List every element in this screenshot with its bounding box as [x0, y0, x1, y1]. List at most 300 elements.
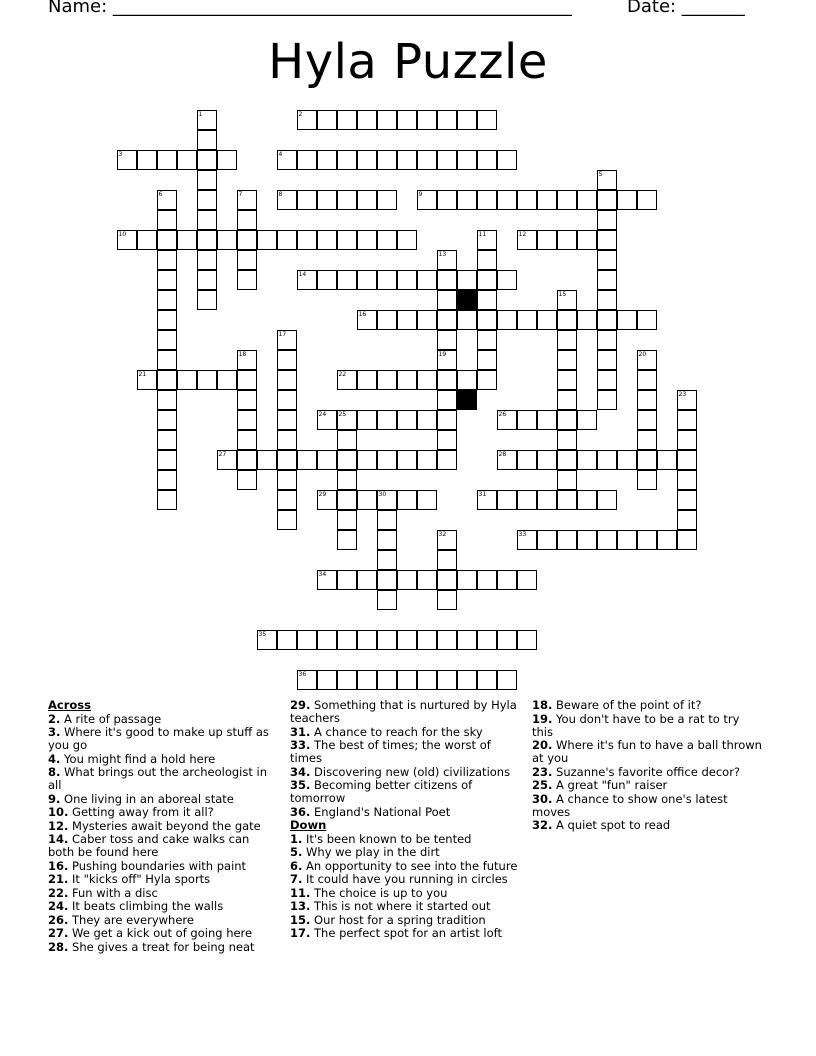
grid-cell[interactable] — [477, 310, 497, 330]
grid-cell[interactable] — [357, 190, 377, 210]
grid-cell[interactable] — [517, 310, 537, 330]
grid-cell[interactable] — [517, 570, 537, 590]
grid-cell[interactable] — [457, 190, 477, 210]
grid-cell[interactable] — [637, 450, 657, 470]
grid-cell[interactable] — [517, 530, 537, 550]
grid-cell[interactable] — [197, 130, 217, 150]
grid-cell[interactable] — [457, 110, 477, 130]
grid-cell[interactable] — [637, 310, 657, 330]
grid-cell[interactable] — [597, 530, 617, 550]
grid-cell[interactable] — [277, 350, 297, 370]
grid-cell[interactable] — [237, 450, 257, 470]
grid-cell[interactable] — [217, 370, 237, 390]
grid-cell[interactable] — [337, 510, 357, 530]
grid-cell[interactable] — [577, 530, 597, 550]
grid-cell[interactable] — [677, 430, 697, 450]
grid-cell[interactable] — [437, 190, 457, 210]
grid-cell[interactable] — [337, 490, 357, 510]
grid-cell[interactable] — [517, 450, 537, 470]
grid-cell[interactable] — [337, 270, 357, 290]
grid-cell[interactable] — [557, 330, 577, 350]
grid-cell[interactable] — [277, 510, 297, 530]
grid-cell[interactable] — [297, 110, 317, 130]
grid-cell[interactable] — [397, 450, 417, 470]
grid-cell[interactable] — [237, 370, 257, 390]
grid-cell[interactable] — [437, 290, 457, 310]
grid-cell[interactable] — [397, 410, 417, 430]
grid-cell[interactable] — [157, 210, 177, 230]
grid-cell[interactable] — [677, 410, 697, 430]
grid-cell[interactable] — [397, 150, 417, 170]
grid-cell[interactable] — [577, 410, 597, 430]
grid-cell[interactable] — [277, 390, 297, 410]
grid-cell[interactable] — [217, 230, 237, 250]
grid-cell[interactable] — [157, 370, 177, 390]
grid-cell[interactable] — [137, 230, 157, 250]
grid-cell[interactable] — [377, 530, 397, 550]
grid-cell[interactable] — [557, 350, 577, 370]
grid-cell[interactable] — [197, 250, 217, 270]
grid-cell[interactable] — [617, 530, 637, 550]
grid-cell[interactable] — [597, 370, 617, 390]
grid-cell[interactable] — [657, 450, 677, 470]
grid-cell[interactable] — [377, 450, 397, 470]
grid-cell[interactable] — [157, 350, 177, 370]
grid-cell[interactable] — [237, 410, 257, 430]
grid-cell[interactable] — [477, 330, 497, 350]
grid-cell[interactable] — [337, 230, 357, 250]
grid-cell[interactable] — [417, 150, 437, 170]
grid-cell[interactable] — [157, 150, 177, 170]
grid-cell[interactable] — [677, 490, 697, 510]
grid-cell[interactable] — [337, 470, 357, 490]
grid-cell[interactable] — [417, 450, 437, 470]
grid-cell[interactable] — [237, 350, 257, 370]
grid-cell[interactable] — [477, 250, 497, 270]
clue-number: 25 — [338, 410, 347, 418]
grid-cell[interactable] — [417, 410, 437, 430]
grid-cell[interactable] — [197, 370, 217, 390]
clue-item — [532, 713, 762, 739]
grid-cell[interactable] — [197, 110, 217, 130]
grid-cell[interactable] — [597, 310, 617, 330]
grid-cell[interactable] — [437, 570, 457, 590]
grid-cell[interactable] — [657, 530, 677, 550]
grid-cell[interactable] — [337, 370, 357, 390]
grid-cell[interactable] — [157, 230, 177, 250]
grid-cell[interactable] — [357, 370, 377, 390]
grid-cell[interactable] — [637, 370, 657, 390]
grid-cell[interactable] — [317, 630, 337, 650]
grid-cell[interactable] — [437, 630, 457, 650]
grid-cell[interactable] — [677, 470, 697, 490]
grid-cell[interactable] — [417, 110, 437, 130]
grid-cell[interactable] — [217, 150, 237, 170]
grid-cell[interactable] — [417, 370, 437, 390]
grid-cell[interactable] — [257, 630, 277, 650]
grid-cell[interactable] — [317, 410, 337, 430]
grid-cell[interactable] — [537, 490, 557, 510]
grid-cell[interactable] — [377, 230, 397, 250]
grid-cell[interactable] — [337, 570, 357, 590]
grid-cell[interactable] — [377, 310, 397, 330]
grid-cell[interactable] — [637, 410, 657, 430]
grid-cell[interactable] — [157, 490, 177, 510]
grid-cell[interactable] — [477, 270, 497, 290]
grid-cell[interactable] — [357, 270, 377, 290]
grid-cell[interactable] — [477, 630, 497, 650]
grid-cell[interactable] — [537, 530, 557, 550]
clue-number: 28 — [498, 450, 507, 458]
grid-cell[interactable] — [157, 390, 177, 410]
grid-cell[interactable] — [497, 310, 517, 330]
grid-cell[interactable] — [317, 270, 337, 290]
grid-cell[interactable] — [557, 450, 577, 470]
grid-cell[interactable] — [597, 250, 617, 270]
grid-cell[interactable] — [377, 110, 397, 130]
grid-cell[interactable] — [157, 450, 177, 470]
grid-cell[interactable] — [357, 150, 377, 170]
grid-cell[interactable] — [617, 310, 637, 330]
grid-cell[interactable] — [477, 230, 497, 250]
grid-cell[interactable] — [157, 430, 177, 450]
grid-cell[interactable] — [277, 190, 297, 210]
grid-cell[interactable] — [317, 150, 337, 170]
grid-cell[interactable] — [517, 410, 537, 430]
grid-cell[interactable] — [157, 250, 177, 270]
grid-cell[interactable] — [157, 470, 177, 490]
grid-cell[interactable] — [337, 150, 357, 170]
grid-cell[interactable] — [457, 370, 477, 390]
grid-cell[interactable] — [157, 190, 177, 210]
grid-cell[interactable] — [377, 190, 397, 210]
grid-cell[interactable] — [477, 110, 497, 130]
grid-cell[interactable] — [557, 190, 577, 210]
grid-cell[interactable] — [297, 150, 317, 170]
grid-cell[interactable] — [297, 630, 317, 650]
grid-cell[interactable] — [197, 170, 217, 190]
grid-cell[interactable] — [437, 270, 457, 290]
grid-cell[interactable] — [157, 310, 177, 330]
grid-cell[interactable] — [497, 570, 517, 590]
grid-cell[interactable] — [437, 150, 457, 170]
grid-cell[interactable] — [597, 350, 617, 370]
grid-cell[interactable] — [497, 410, 517, 430]
grid-cell[interactable] — [317, 190, 337, 210]
grid-cell[interactable] — [337, 530, 357, 550]
grid-cell[interactable] — [597, 290, 617, 310]
clue-text: Why we play in the dirt — [306, 845, 440, 859]
grid-cell[interactable] — [637, 390, 657, 410]
grid-cell[interactable] — [557, 310, 577, 330]
grid-cell[interactable] — [537, 450, 557, 470]
clue-text: An opportunity to see into the future — [306, 858, 518, 873]
grid-cell[interactable] — [157, 290, 177, 310]
grid-cell[interactable] — [597, 210, 617, 230]
grid-cell[interactable] — [637, 190, 657, 210]
grid-cell[interactable] — [277, 330, 297, 350]
grid-cell[interactable] — [437, 430, 457, 450]
grid-cell[interactable] — [577, 190, 597, 210]
grid-cell[interactable] — [177, 150, 197, 170]
grid-cell[interactable] — [337, 430, 357, 450]
clue-text: One living in an aboreal state — [64, 791, 234, 806]
clue-number-label: 6. — [290, 858, 303, 873]
grid-cell[interactable] — [437, 370, 457, 390]
grid-cell[interactable] — [457, 570, 477, 590]
grid-cell[interactable] — [197, 290, 217, 310]
grid-cell[interactable] — [317, 490, 337, 510]
grid-cell[interactable] — [457, 630, 477, 650]
grid-cell[interactable] — [477, 150, 497, 170]
grid-cell[interactable] — [637, 350, 657, 370]
grid-cell[interactable] — [477, 490, 497, 510]
grid-cell[interactable] — [377, 670, 397, 690]
clue-text: Where it's fun to have a ball thrown at you — [532, 738, 762, 765]
grid-cell[interactable] — [417, 190, 437, 210]
grid-cell[interactable] — [337, 670, 357, 690]
grid-cell[interactable] — [457, 670, 477, 690]
grid-cell[interactable] — [437, 110, 457, 130]
grid-cell[interactable] — [217, 450, 237, 470]
grid-cell[interactable] — [237, 250, 257, 270]
grid-cell[interactable] — [597, 190, 617, 210]
grid-cell[interactable] — [197, 210, 217, 230]
grid-cell[interactable] — [497, 490, 517, 510]
grid-cell[interactable] — [417, 570, 437, 590]
grid-cell[interactable] — [437, 450, 457, 470]
grid-cell[interactable] — [117, 150, 137, 170]
grid-cell[interactable] — [277, 490, 297, 510]
grid-cell[interactable] — [277, 430, 297, 450]
grid-cell[interactable] — [377, 510, 397, 530]
grid-cell[interactable] — [557, 530, 577, 550]
grid-cell[interactable] — [237, 390, 257, 410]
grid-cell[interactable] — [577, 490, 597, 510]
grid-cell[interactable] — [417, 490, 437, 510]
grid-cell[interactable] — [197, 230, 217, 250]
grid-cell[interactable] — [537, 190, 557, 210]
grid-cell[interactable] — [157, 270, 177, 290]
grid-cell[interactable] — [597, 170, 617, 190]
grid-cell[interactable] — [537, 230, 557, 250]
grid-cell[interactable] — [337, 190, 357, 210]
grid-cell[interactable] — [317, 670, 337, 690]
grid-cell[interactable] — [117, 230, 137, 250]
grid-cell[interactable] — [397, 270, 417, 290]
grid-cell[interactable] — [357, 570, 377, 590]
grid-cell[interactable] — [197, 150, 217, 170]
grid-cell[interactable] — [477, 190, 497, 210]
grid-cell[interactable] — [277, 370, 297, 390]
grid-cell[interactable] — [437, 590, 457, 610]
grid-cell[interactable] — [237, 210, 257, 230]
grid-cell[interactable] — [377, 410, 397, 430]
grid-cell[interactable] — [477, 570, 497, 590]
grid-cell[interactable] — [377, 150, 397, 170]
grid-cell[interactable] — [457, 150, 477, 170]
grid-cell[interactable] — [397, 670, 417, 690]
grid-cell[interactable] — [297, 190, 317, 210]
name-field[interactable]: Name: ___________________________________________________ — [48, 0, 572, 17]
grid-cell[interactable] — [397, 230, 417, 250]
grid-cell[interactable] — [297, 230, 317, 250]
grid-cell[interactable] — [257, 450, 277, 470]
clue-number-label: 2. — [48, 711, 61, 726]
grid-cell[interactable] — [677, 510, 697, 530]
grid-cell[interactable] — [437, 550, 457, 570]
grid-cell[interactable] — [157, 410, 177, 430]
grid-cell[interactable] — [637, 430, 657, 450]
grid-cell[interactable] — [637, 470, 657, 490]
grid-cell[interactable] — [197, 190, 217, 210]
grid-cell[interactable] — [537, 310, 557, 330]
grid-cell[interactable] — [177, 370, 197, 390]
clue-item — [48, 726, 278, 752]
grid-cell[interactable] — [277, 150, 297, 170]
grid-cell[interactable] — [397, 370, 417, 390]
grid-cell[interactable] — [577, 310, 597, 330]
grid-cell[interactable] — [137, 150, 157, 170]
grid-cell[interactable] — [317, 450, 337, 470]
grid-cell[interactable] — [477, 290, 497, 310]
grid-cell[interactable] — [437, 410, 457, 430]
grid-cell[interactable] — [357, 230, 377, 250]
grid-cell[interactable] — [337, 450, 357, 470]
grid-cell[interactable] — [597, 450, 617, 470]
grid-cell[interactable] — [557, 230, 577, 250]
grid-cell[interactable] — [397, 570, 417, 590]
grid-cell[interactable] — [417, 630, 437, 650]
grid-cell[interactable] — [437, 330, 457, 350]
grid-cell[interactable] — [297, 450, 317, 470]
grid-cell[interactable] — [377, 370, 397, 390]
grid-cell[interactable] — [277, 410, 297, 430]
grid-cell[interactable] — [597, 270, 617, 290]
grid-cell[interactable] — [277, 630, 297, 650]
grid-cell[interactable] — [497, 150, 517, 170]
grid-cell[interactable] — [597, 490, 617, 510]
grid-cell[interactable] — [537, 410, 557, 430]
grid-cell[interactable] — [397, 310, 417, 330]
grid-cell[interactable] — [337, 110, 357, 130]
grid-cell[interactable] — [437, 310, 457, 330]
grid-cell[interactable] — [437, 390, 457, 410]
grid-cell[interactable] — [457, 310, 477, 330]
grid-cell[interactable] — [517, 230, 537, 250]
grid-cell[interactable] — [177, 230, 197, 250]
grid-cell[interactable] — [377, 630, 397, 650]
grid-cell[interactable] — [337, 630, 357, 650]
grid-cell[interactable] — [577, 450, 597, 470]
date-field[interactable]: Date: _______ — [627, 0, 745, 17]
grid-cell[interactable] — [557, 470, 577, 490]
grid-cell[interactable] — [677, 450, 697, 470]
grid-cell[interactable] — [237, 230, 257, 250]
grid-cell[interactable] — [237, 190, 257, 210]
grid-cell[interactable] — [357, 410, 377, 430]
grid-cell[interactable] — [277, 470, 297, 490]
grid-cell[interactable] — [557, 370, 577, 390]
grid-cell[interactable] — [397, 490, 417, 510]
grid-cell[interactable] — [497, 630, 517, 650]
grid-cell[interactable] — [597, 230, 617, 250]
grid-cell[interactable] — [557, 290, 577, 310]
grid-cell[interactable] — [477, 370, 497, 390]
grid-cell[interactable] — [397, 630, 417, 650]
grid-cell[interactable] — [497, 190, 517, 210]
grid-cell[interactable] — [417, 270, 437, 290]
grid-cell[interactable] — [357, 450, 377, 470]
grid-cell[interactable] — [377, 490, 397, 510]
grid-cell[interactable] — [377, 570, 397, 590]
grid-cell[interactable] — [617, 190, 637, 210]
grid-cell[interactable] — [337, 410, 357, 430]
grid-cell[interactable] — [277, 230, 297, 250]
grid-cell[interactable] — [597, 390, 617, 410]
grid-cell[interactable] — [517, 630, 537, 650]
grid-cell[interactable] — [477, 350, 497, 370]
grid-cell[interactable] — [377, 270, 397, 290]
grid-cell[interactable] — [297, 270, 317, 290]
grid-cell[interactable] — [417, 670, 437, 690]
grid-cell[interactable] — [617, 450, 637, 470]
grid-cell[interactable] — [357, 490, 377, 510]
grid-cell[interactable] — [497, 270, 517, 290]
grid-cell[interactable] — [457, 270, 477, 290]
grid-cell[interactable] — [557, 490, 577, 510]
grid-cell[interactable] — [437, 250, 457, 270]
grid-cell[interactable] — [557, 390, 577, 410]
grid-cell[interactable] — [317, 230, 337, 250]
grid-cell[interactable] — [197, 270, 217, 290]
grid-cell[interactable] — [677, 530, 697, 550]
grid-cell[interactable] — [277, 450, 297, 470]
grid-cell[interactable] — [557, 410, 577, 430]
grid-cell[interactable] — [377, 550, 397, 570]
grid-cell[interactable] — [317, 570, 337, 590]
grid-cell[interactable] — [357, 110, 377, 130]
grid-cell[interactable] — [437, 530, 457, 550]
grid-cell[interactable] — [397, 110, 417, 130]
grid-cell[interactable] — [557, 430, 577, 450]
grid-cell[interactable] — [477, 670, 497, 690]
grid-cell[interactable] — [237, 270, 257, 290]
grid-cell[interactable] — [497, 670, 517, 690]
grid-cell[interactable] — [137, 370, 157, 390]
grid-cell[interactable] — [157, 330, 177, 350]
grid-cell[interactable] — [517, 190, 537, 210]
grid-cell[interactable] — [357, 630, 377, 650]
grid-cell[interactable] — [377, 590, 397, 610]
grid-cell[interactable] — [357, 670, 377, 690]
grid-cell[interactable] — [237, 470, 257, 490]
grid-cell[interactable] — [577, 230, 597, 250]
grid-cell[interactable] — [437, 670, 457, 690]
grid-cell[interactable] — [417, 310, 437, 330]
grid-cell[interactable] — [637, 530, 657, 550]
grid-cell[interactable] — [297, 670, 317, 690]
grid-cell[interactable] — [497, 450, 517, 470]
grid-cell[interactable] — [517, 490, 537, 510]
grid-cell[interactable] — [237, 430, 257, 450]
grid-cell[interactable] — [677, 390, 697, 410]
grid-cell[interactable] — [257, 230, 277, 250]
grid-cell[interactable] — [437, 350, 457, 370]
grid-cell[interactable] — [597, 330, 617, 350]
grid-cell[interactable] — [317, 110, 337, 130]
grid-cell[interactable] — [357, 310, 377, 330]
